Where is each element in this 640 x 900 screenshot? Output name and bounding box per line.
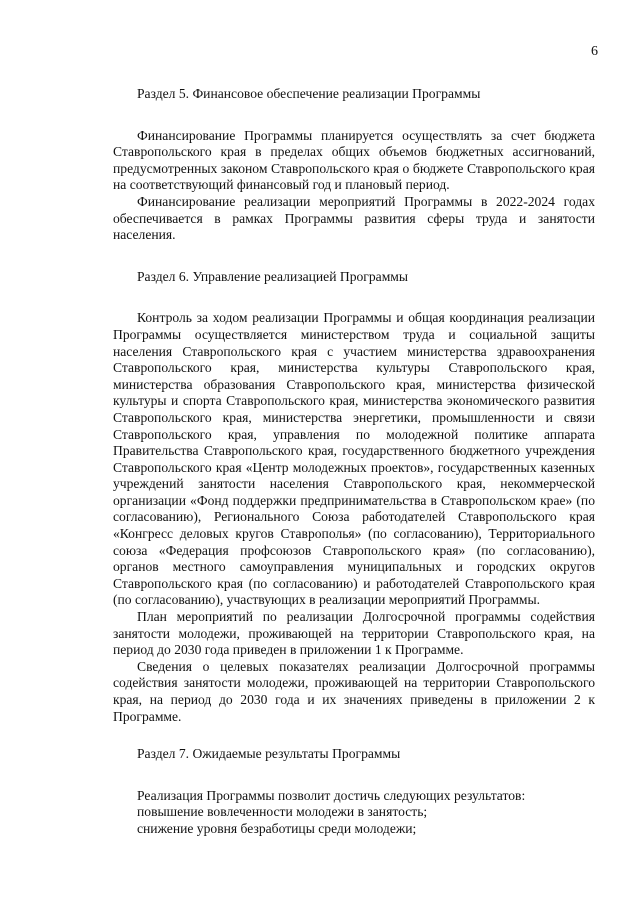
section-7-line-1: Реализация Программы позволит достичь следующих результатов: [137, 787, 526, 803]
page-number: 6 [591, 44, 598, 59]
section-6-paragraph-2: План мероприятий по реализации Долгосрочной программы содействия занятости молодежи, проживающей на территории Ставропольского края, на период до 2030 года приведен в приложении 1 к Программе. [113, 609, 595, 658]
page-content [113, 86, 595, 838]
section-7-line-3: снижение уровня безработицы среди молодежи; [137, 820, 417, 836]
section-5-paragraph-1: Финансирование Программы планируется осуществлять за счет бюджета Ставропольского края в пределах общих объемов бюджетных ассигнований, предусмотренных законом Ставропольского края о бюджете Ставропольского края на соответствующий финансовый год и плановый период. [113, 127, 595, 193]
section-7-line-2: повышение вовлеченности молодежи в занятость; [137, 804, 428, 820]
section-7-heading: Раздел 7. Ожидаемые результаты Программы [137, 746, 401, 762]
section-5-paragraph-2: Финансирование реализации мероприятий Программы в 2022-2024 годах обеспечивается в рамках Программы развития сферы труда и занятости населения. [113, 193, 595, 243]
section-6-paragraph-1: Контроль за ходом реализации Программы и общая координация реализации Программы осуществляется министерством труда и социальной защиты населения Ставропольского края с участием министерства здравоохранения Ставропольского края, министерства культуры Ставропольского края, министерства образования Ставропольского края, министерства физической культуры и спорта Ставропольского края, министерства экономического развития Ставропольского края, министерства энергетики, промышленности и связи Ставропольского края, управления по молодежной политике аппарата Правительства Ставропольского края, государственного бюджетного учреждения Ставропольского края «Центр молодежных проектов», государственных казенных учреждений занятости населения Ставропольского края, некоммерческой организации «Фонд поддержки предпринимательства в Ставропольском крае» (по согласованию), Регионального Союза работодателей Ставропольского края «Конгресс деловых кругов Ставрополья» (по согласованию), Территориального союза «Федерация профсоюзов Ставропольского края» (по согласованию), органов местного самоуправления муниципальных и городских округов Ставропольского края (по согласованию) и работодателей Ставропольского края (по согласованию), участвующих в реализации мероприятий Программы. [113, 310, 595, 608]
section-6-heading: Раздел 6. Управление реализацией Программы [137, 268, 409, 284]
section-6-paragraph-3: Сведения о целевых показателях реализации Долгосрочной программы содействия занятости молодежи, проживающей на территории Ставропольского края, на период до 2030 года и их значениях приведены в приложении 2 к Программе. [113, 658, 595, 724]
section-5-heading: Раздел 5. Финансовое обеспечение реализации Программы [137, 86, 481, 101]
